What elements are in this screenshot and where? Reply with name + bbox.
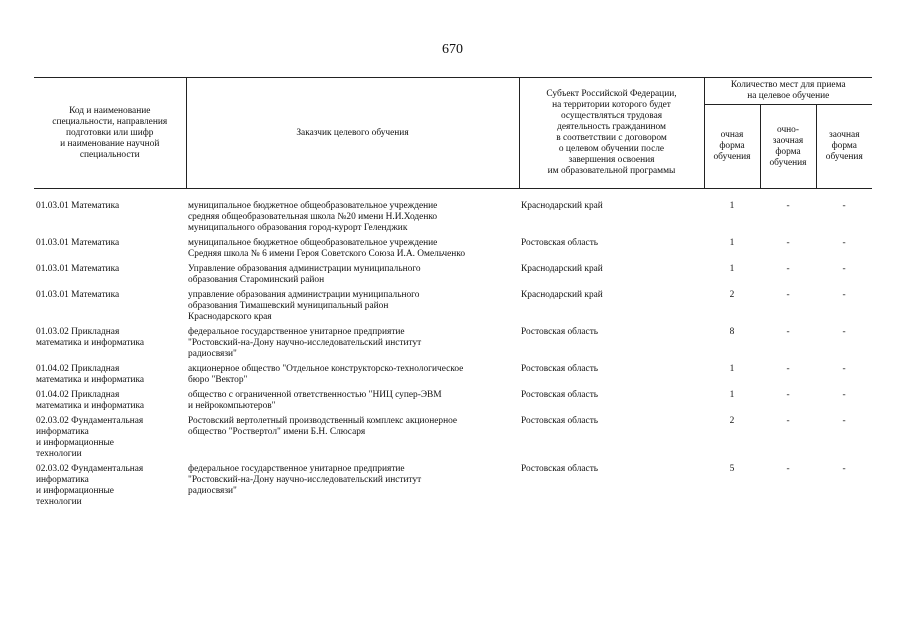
header-full-time: очная форма обучения xyxy=(704,105,760,189)
header-part-time: очно- заочная форма обучения xyxy=(760,105,816,189)
cell-region: Ростовская область xyxy=(521,464,599,474)
cell-customer: федеральное государственное унитарное предприятие "Ростовский-на-Дону научно-исследовательский институт радиосвязи" xyxy=(188,464,422,496)
table-row xyxy=(34,327,872,364)
cell-customer: Ростовский вертолетный производственный комплекс акционерное общество "Роствертол" имени Б.Н. Слюсаря xyxy=(188,416,458,437)
cell-part-time: - xyxy=(786,364,790,374)
cell-code: 01.04.02 Прикладная математика и информатика xyxy=(36,390,145,411)
cell-customer: общество с ограниченной ответственностью "НИЦ супер-ЭВМ и нейрокомпьютеров" xyxy=(188,390,442,411)
cell-full-time: 1 xyxy=(729,201,735,211)
header-correspondence: заочная форма обучения xyxy=(816,105,872,189)
cell-full-time: 1 xyxy=(729,364,735,374)
cell-customer: управление образования администрации муниципального образования Тимашевский муниципальный район Краснодарского края xyxy=(188,290,420,322)
cell-code: 01.04.02 Прикладная математика и информатика xyxy=(36,364,145,385)
cell-region: Ростовская область xyxy=(521,390,599,400)
cell-code: 01.03.01 Математика xyxy=(36,290,120,300)
target-admission-table xyxy=(34,77,872,512)
cell-region: Краснодарский край xyxy=(521,290,603,300)
cell-customer: акционерное общество "Отдельное конструкторско-технологическое бюро "Вектор" xyxy=(188,364,464,385)
table-row xyxy=(34,238,872,264)
cell-part-time: - xyxy=(786,464,790,474)
cell-full-time: 1 xyxy=(729,264,735,274)
cell-region: Краснодарский край xyxy=(521,264,603,274)
cell-full-time: 2 xyxy=(729,290,735,300)
cell-customer: федеральное государственное унитарное предприятие "Ростовский-на-Дону научно-исследовательский институт радиосвязи" xyxy=(188,327,422,359)
cell-correspondence: - xyxy=(842,201,846,211)
cell-code: 02.03.02 Фундаментальная информатика и информационные технологии xyxy=(36,464,144,507)
cell-part-time: - xyxy=(786,416,790,426)
table-row xyxy=(34,390,872,416)
cell-code: 01.03.02 Прикладная математика и информатика xyxy=(36,327,145,348)
cell-code: 02.03.02 Фундаментальная информатика и информационные технологии xyxy=(36,416,144,459)
cell-correspondence: - xyxy=(842,416,846,426)
cell-code: 01.03.01 Математика xyxy=(36,264,120,274)
cell-part-time: - xyxy=(786,264,790,274)
header-places: Количество мест для приема на целевое обучение xyxy=(704,78,872,105)
cell-part-time: - xyxy=(786,327,790,337)
cell-correspondence: - xyxy=(842,327,846,337)
cell-correspondence: - xyxy=(842,390,846,400)
cell-customer: муниципальное бюджетное общеобразовательное учреждение средняя общеобразовательная школа №20 имени Н.И.Ходенко муниципального образования город-курорт Геленджик xyxy=(188,201,438,233)
header-region: Субъект Российской Федерации, на территории которого будет осуществляться трудовая деятельность гражданином в соответствии с договором о целевом обучении после завершения освоения им образовательной программы xyxy=(519,78,704,189)
cell-full-time: 2 xyxy=(729,416,735,426)
cell-correspondence: - xyxy=(842,464,846,474)
cell-region: Ростовская область xyxy=(521,364,599,374)
cell-code: 01.03.01 Математика xyxy=(36,201,120,211)
cell-part-time: - xyxy=(786,290,790,300)
table-row xyxy=(34,416,872,464)
table-row xyxy=(34,264,872,290)
table-row xyxy=(34,290,872,327)
cell-full-time: 5 xyxy=(729,464,735,474)
cell-correspondence: - xyxy=(842,290,846,300)
table-row xyxy=(34,464,872,512)
table-row xyxy=(34,189,872,239)
cell-part-time: - xyxy=(786,201,790,211)
cell-part-time: - xyxy=(786,390,790,400)
cell-full-time: 1 xyxy=(729,238,735,248)
table-row xyxy=(34,364,872,390)
cell-correspondence: - xyxy=(842,264,846,274)
cell-region: Ростовская область xyxy=(521,327,599,337)
cell-region: Ростовская область xyxy=(521,416,599,426)
cell-region: Краснодарский край xyxy=(521,201,603,211)
cell-customer: муниципальное бюджетное общеобразовательное учреждение Средняя школа № 6 имени Героя Советского Союза И.А. Омельченко xyxy=(188,238,466,259)
cell-part-time: - xyxy=(786,238,790,248)
header-customer: Заказчик целевого обучения xyxy=(186,78,519,189)
cell-correspondence: - xyxy=(842,364,846,374)
page-number: 670 xyxy=(442,42,463,57)
header-code: Код и наименование специальности, направления подготовки или шифр и наименование научной специальности xyxy=(34,78,186,189)
table-body xyxy=(34,189,872,513)
cell-full-time: 1 xyxy=(729,390,735,400)
cell-region: Ростовская область xyxy=(521,238,599,248)
cell-customer: Управление образования администрации муниципального образования Староминский район xyxy=(188,264,421,285)
cell-full-time: 8 xyxy=(729,327,735,337)
cell-code: 01.03.01 Математика xyxy=(36,238,120,248)
cell-correspondence: - xyxy=(842,238,846,248)
